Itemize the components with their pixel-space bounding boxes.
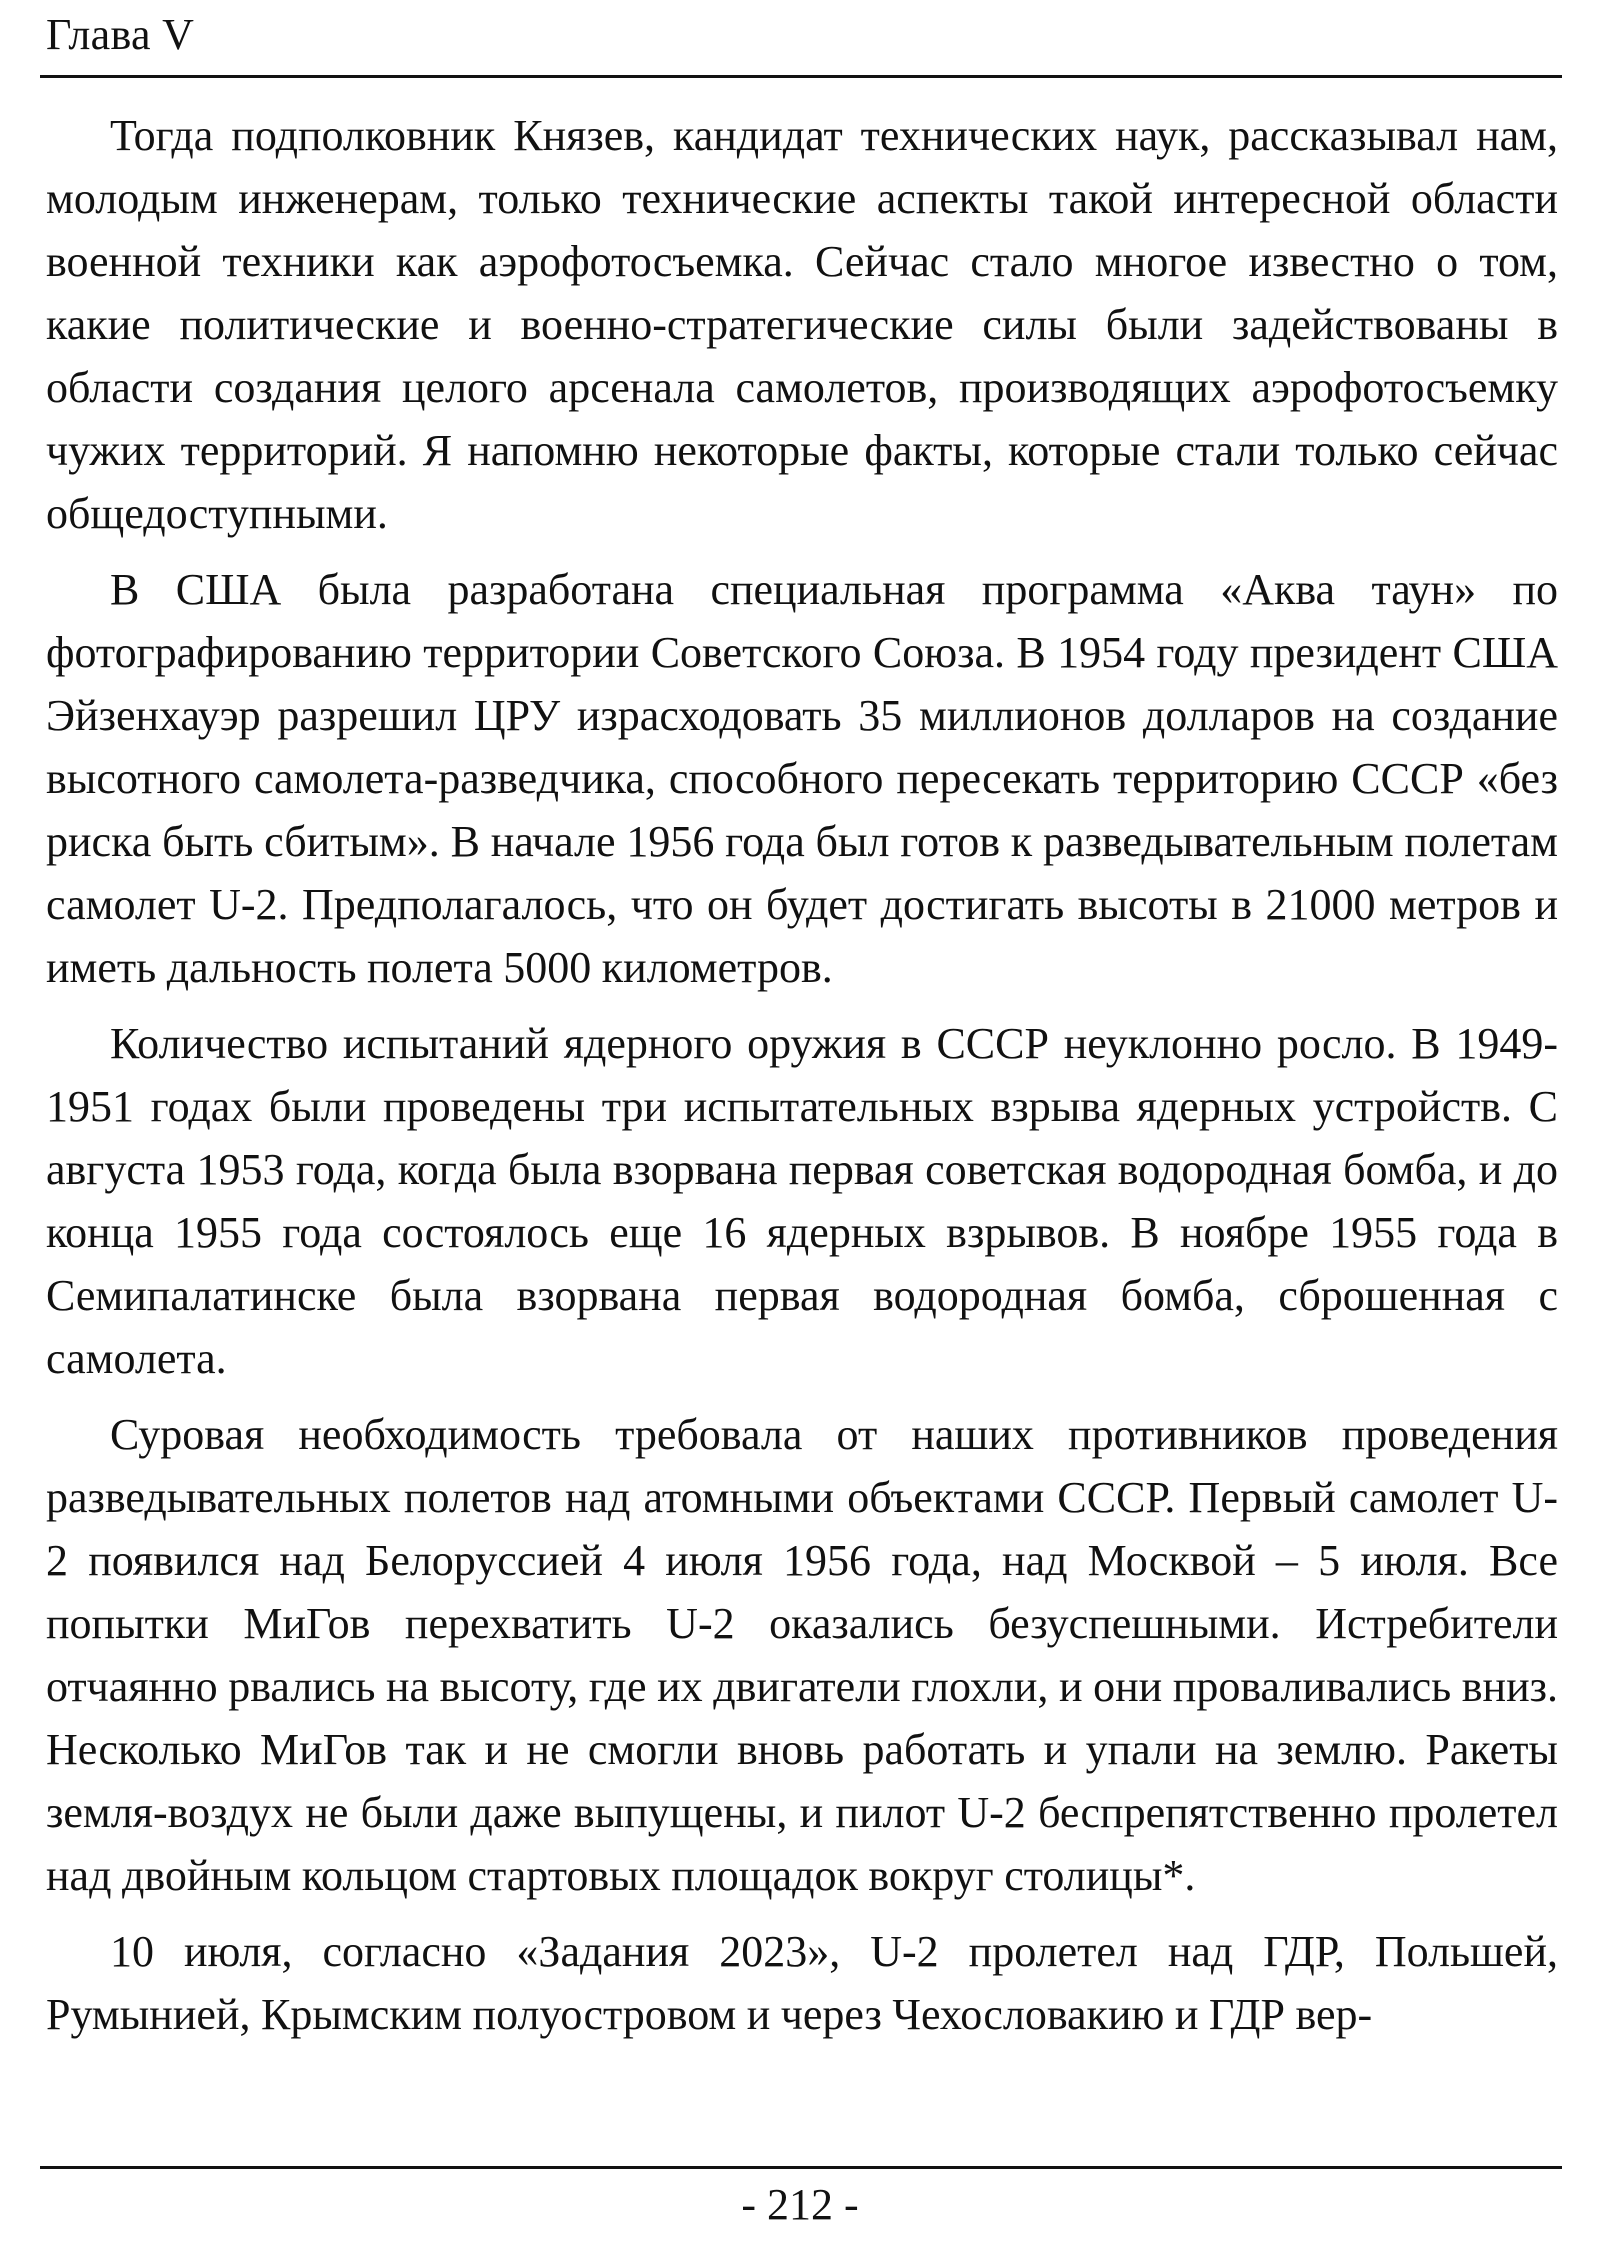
paragraph: В США была разработана специальная программа «Аква таун» по фотографированию территории Советского Союза. В 1954 году президент США Эйзенхауэр разрешил ЦРУ израсходовать 35 миллионов долларов на создание высотного самолета-разведчика, способного пересекать территорию СССР «без риска быть сбитым». В начале 1956 года был готов к разведывательным полетам самолет U-2. Предполагалось, что он будет достигать высоты в 21000 метров и иметь дальность полета 5000 километров. (46, 565, 1558, 992)
paragraph: Количество испытаний ядерного оружия в СССР неуклонно росло. В 1949-1951 годах были проведены три испытательных взрыва ядерных устройств. С августа 1953 года, когда была взорвана первая советская водородная бомба, и до конца 1955 года состоялось еще 16 ядерных взрывов. В ноябре 1955 года в Семипалатинске была взорвана первая водородная бомба, сброшенная с самолета. (46, 1019, 1558, 1383)
footer-rule (40, 2166, 1562, 2169)
header-rule (40, 75, 1562, 78)
paragraph: Суровая необходимость требовала от наших противников проведения разведывательных полетов над атомными объектами СССР. Первый самолет U-2 появился над Белоруссией 4 июля 1956 года, над Москвой – 5 июля. Все попытки МиГов перехватить U-2 оказались безуспешными. Истребители отчаянно рвались на высоту, где их двигатели глохли, и они проваливались вниз. Несколько МиГов так и не смогли вновь работать и упали на землю. Ракеты земля-воздух не были даже выпущены, и пилот U-2 беспрепятственно пролетел над двойным кольцом стартовых площадок вокруг столицы*. (46, 1410, 1558, 1900)
page-body (46, 104, 1558, 2059)
page-number: - 212 - (741, 2180, 859, 2229)
chapter-header: Глава V (46, 10, 195, 59)
paragraph: 10 июля, согласно «Задания 2023», U-2 пролетел над ГДР, Польшей, Румынией, Крымским полуостровом и через Чехословакию и ГДР вер- (46, 1927, 1558, 2039)
paragraph: Тогда подполковник Князев, кандидат технических наук, рассказывал нам, молодым инженерам, только технические аспекты такой интересной области военной техники как аэрофотосъемка. Сейчас стало многое известно о том, какие политические и военно-стратегические силы были задействованы в области создания целого арсенала самолетов, производящих аэрофотосъемку чужих территорий. Я напомню некоторые факты, которые стали только сейчас общедоступными. (46, 111, 1558, 538)
